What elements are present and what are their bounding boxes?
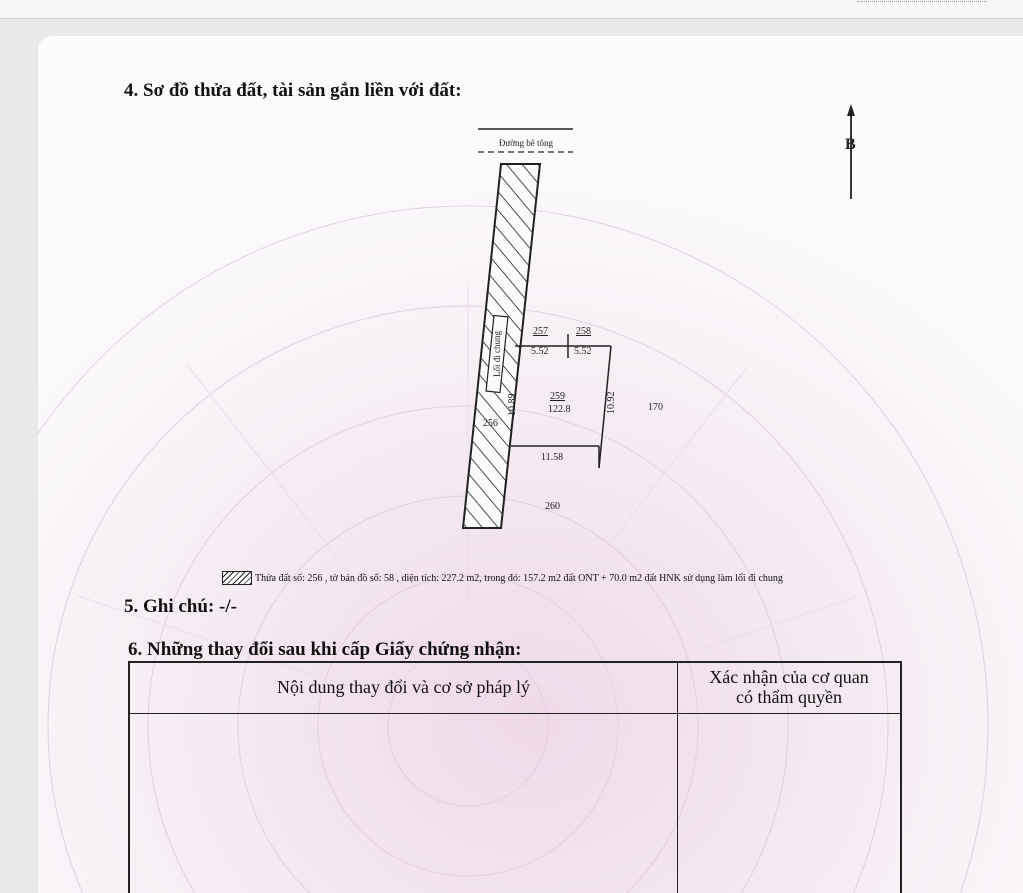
land-plot-diagram xyxy=(38,36,1023,536)
header-change-content: Nội dung thay đổi và cơ sở pháp lý xyxy=(276,677,530,697)
changes-table xyxy=(128,661,902,893)
top-dotted-line xyxy=(857,0,987,2)
dim-left: 10.89 xyxy=(507,393,518,416)
certificate-page xyxy=(38,36,1023,893)
section-4-title: 4. Sơ đồ thửa đất, tài sản gắn liền với đất: xyxy=(124,80,462,101)
concrete-road xyxy=(478,129,573,152)
parcel-260-label: 260 xyxy=(545,501,560,512)
dim-bottom: 11.58 xyxy=(541,452,564,463)
parcel-259-area: 122.8 xyxy=(548,404,571,415)
dim-right: 10.92 xyxy=(606,391,617,414)
parcel-170-label: 170 xyxy=(648,402,663,413)
top-strip xyxy=(0,0,1023,19)
parcel-256-label: 256 xyxy=(483,418,498,429)
table-header-divider xyxy=(130,713,900,714)
header-authority-line1: Xác nhận của cơ quan xyxy=(709,667,869,687)
north-label: B xyxy=(845,136,856,153)
parcel-259-label: 259 xyxy=(550,391,565,402)
shared-path-label: Lối đi chung xyxy=(492,331,502,377)
dim-top-left: 5.52 xyxy=(531,346,549,357)
section-6-title: 6. Những thay đổi sau khi cấp Giấy chứng nhận: xyxy=(128,639,522,660)
header-authority-line2: có thẩm quyền xyxy=(736,687,842,707)
section-5-title: 5. Ghi chú: -/- xyxy=(124,596,237,617)
road-label: Đường bê tông xyxy=(498,138,554,148)
parcel-257-label: 257 xyxy=(533,326,548,337)
header-authority-confirmation xyxy=(678,667,900,707)
dim-top-right: 5.52 xyxy=(574,346,592,357)
legend-text: Thửa đất số: 256 , tờ bản đồ số: 58 , diện tích: 227.2 m2, trong đó: 157.2 m2 đất ONT + 70.0 m2 đất HNK sử dụng làm lối đi chung xyxy=(255,572,783,584)
north-arrow-icon xyxy=(845,104,856,199)
parcel-legend xyxy=(222,569,783,587)
hatch-swatch-icon xyxy=(222,571,252,585)
parcel-258-label: 258 xyxy=(576,326,591,337)
